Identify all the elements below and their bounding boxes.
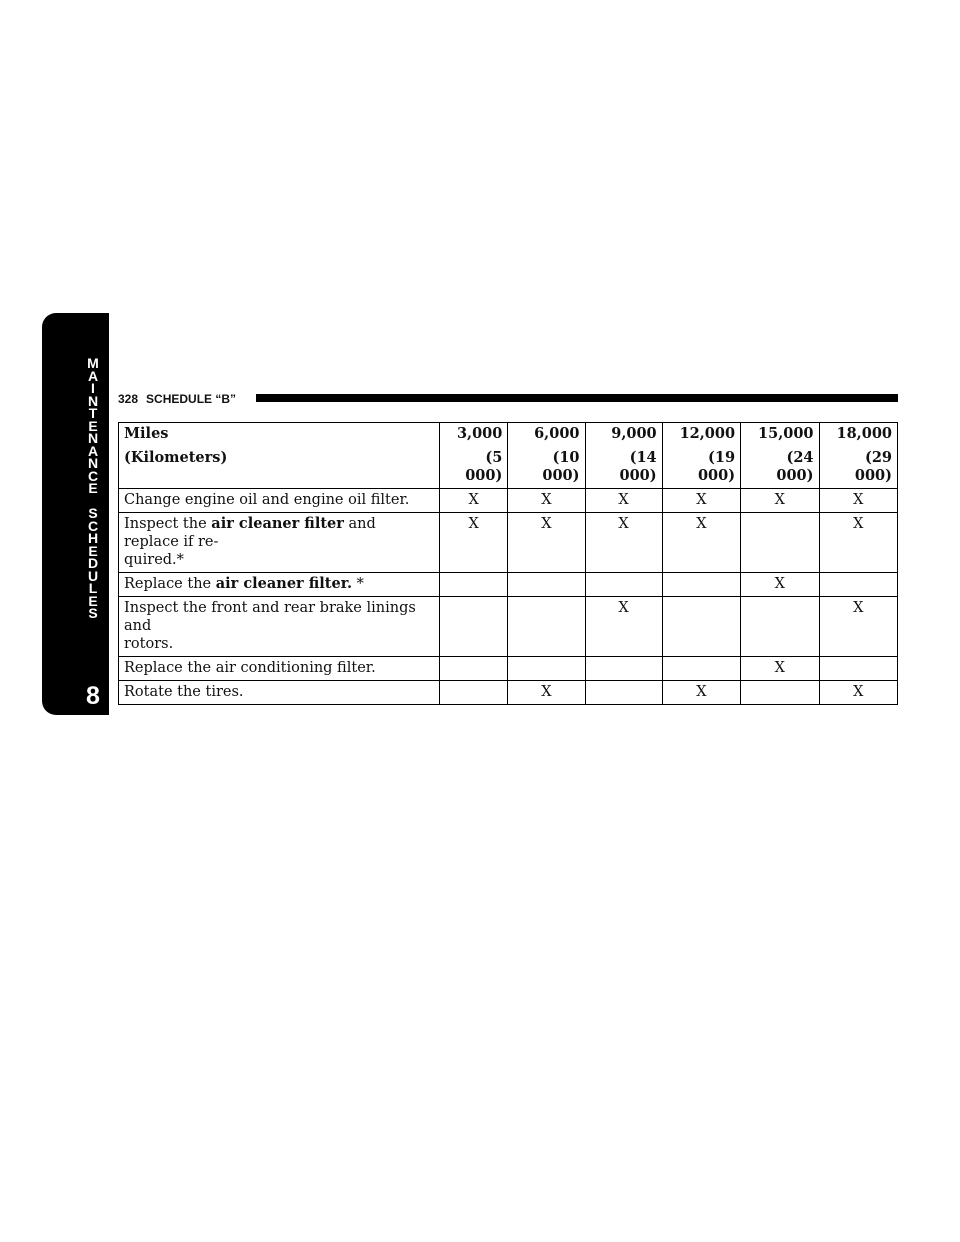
interval-miles: 12,000 [679, 425, 736, 442]
service-mark [741, 513, 819, 573]
service-mark: X [819, 681, 897, 705]
tab-letter: C [87, 517, 99, 534]
chapter-number: 8 [86, 682, 100, 710]
service-text: Replace the [124, 576, 216, 592]
tab-letter: A [87, 367, 99, 384]
service-item: Change engine oil and engine oil filter. [119, 489, 440, 513]
service-text: and replace if re- [124, 516, 376, 550]
service-mark [440, 681, 508, 705]
tab-letter: U [87, 567, 99, 584]
maintenance-schedule-table [118, 422, 898, 705]
service-keyword: air cleaner filter [211, 515, 344, 532]
service-mark: X [508, 681, 585, 705]
table-row [119, 681, 898, 705]
service-mark [819, 657, 897, 681]
table-row [119, 657, 898, 681]
running-title: SCHEDULE “B” [146, 391, 237, 406]
service-mark: X [662, 513, 740, 573]
header-label-cell [119, 423, 440, 489]
service-item: Replace the air conditioning filter. [119, 657, 440, 681]
service-item [119, 513, 440, 573]
interval-miles: 6,000 [534, 425, 580, 442]
tab-letter: E [88, 417, 98, 434]
table-row [119, 573, 898, 597]
tab-letter: M [87, 355, 99, 371]
service-mark [440, 597, 508, 657]
interval-header [819, 423, 897, 489]
service-text-continued: rotors. [124, 636, 174, 652]
service-mark: X [741, 573, 819, 597]
chapter-tab-letters [83, 357, 103, 620]
interval-miles: 18,000 [836, 425, 892, 442]
service-mark [741, 681, 819, 705]
header-miles-label: Miles [124, 425, 169, 442]
service-text: Inspect the front and rear brake linings and [124, 600, 416, 634]
service-mark [440, 573, 508, 597]
tab-letter: C [87, 467, 99, 484]
service-mark: X [440, 513, 508, 573]
service-mark: X [741, 657, 819, 681]
tab-letter: S [88, 505, 98, 521]
interval-km: (5 000) [465, 449, 503, 484]
service-mark [440, 657, 508, 681]
tab-letter: T [88, 405, 98, 421]
service-item [119, 573, 440, 597]
service-mark: X [508, 513, 585, 573]
tab-letter: L [88, 580, 98, 596]
table-header-row [119, 423, 898, 489]
interval-miles: 3,000 [456, 425, 503, 442]
service-mark [585, 681, 662, 705]
table-row [119, 597, 898, 657]
interval-header [585, 423, 662, 489]
service-mark: X [819, 513, 897, 573]
service-text: * [352, 576, 364, 592]
interval-header [662, 423, 740, 489]
service-mark [741, 597, 819, 657]
interval-km: (19 000) [697, 449, 736, 484]
tab-letter: E [88, 592, 98, 609]
service-mark: X [585, 597, 662, 657]
interval-km: (24 000) [776, 449, 814, 484]
tab-letter: N [87, 392, 99, 409]
interval-miles: 9,000 [611, 425, 657, 442]
service-text: Inspect the [124, 516, 212, 532]
tab-letter: E [88, 542, 98, 559]
interval-header [741, 423, 819, 489]
service-mark [662, 597, 740, 657]
service-mark: X [819, 489, 897, 513]
tab-letter: S [88, 605, 98, 621]
service-mark [819, 573, 897, 597]
service-mark: X [741, 489, 819, 513]
service-mark: X [440, 489, 508, 513]
tab-letter: E [88, 480, 98, 496]
running-head [118, 390, 236, 407]
tab-letter: I [91, 380, 95, 396]
page-number: 328 [118, 391, 139, 406]
service-mark: X [585, 489, 662, 513]
table-row [119, 489, 898, 513]
service-mark: X [662, 681, 740, 705]
interval-header [440, 423, 508, 489]
interval-km: (10 000) [542, 449, 580, 484]
header-km-label: (Kilometers) [124, 449, 228, 466]
interval-km: (14 000) [619, 449, 657, 484]
service-mark [508, 573, 585, 597]
running-head-rule [256, 394, 898, 402]
service-mark: X [585, 513, 662, 573]
tab-letter: H [87, 530, 99, 546]
service-mark: X [508, 489, 585, 513]
service-mark [662, 657, 740, 681]
service-keyword: air cleaner filter. [215, 575, 353, 592]
service-item: Rotate the tires. [119, 681, 440, 705]
service-mark: X [662, 489, 740, 513]
interval-header [508, 423, 585, 489]
interval-km: (29 000) [854, 449, 892, 484]
service-mark [508, 597, 585, 657]
tab-letter: N [87, 430, 99, 446]
service-mark: X [819, 597, 897, 657]
service-item [119, 597, 440, 657]
table-row [119, 513, 898, 573]
service-mark [662, 573, 740, 597]
interval-miles: 15,000 [758, 425, 814, 442]
tab-letter: D [87, 555, 99, 571]
service-mark [585, 657, 662, 681]
tab-letter: N [87, 455, 99, 471]
service-mark [508, 657, 585, 681]
service-mark [585, 573, 662, 597]
tab-letter: A [87, 442, 99, 459]
service-text-continued: quired.* [124, 552, 184, 568]
